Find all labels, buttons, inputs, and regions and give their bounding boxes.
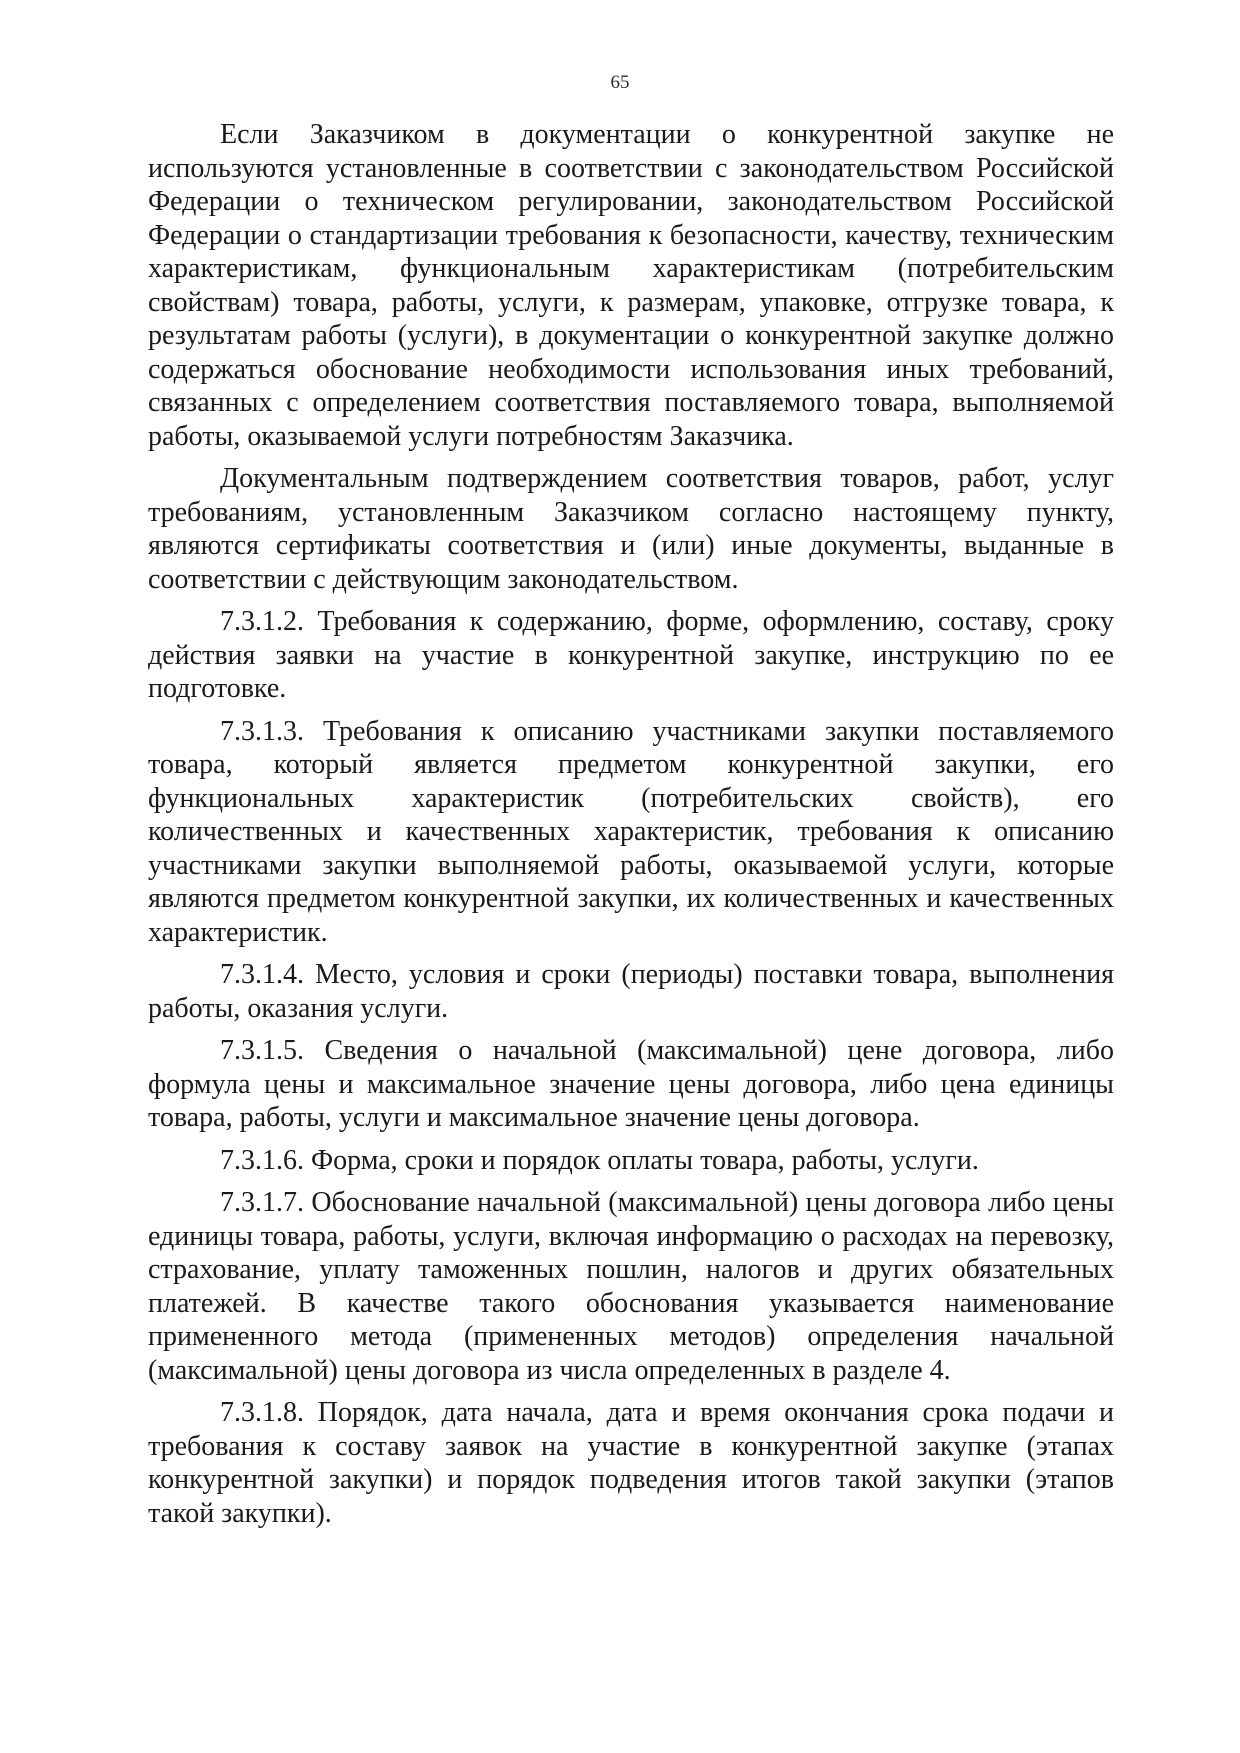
page-number: 65 — [610, 72, 630, 93]
clause-7-3-1-8: 7.3.1.8. Порядок, дата начала, дата и время окончания срока подачи и требования к составу заявок на участие в конкурентной закупке (этапах конкурентной закупки) и порядок подведения итогов такой закупки (этапов такой закупки). — [148, 1397, 1114, 1529]
clause-7-3-1-3: 7.3.1.3. Требования к описанию участниками закупки поставляемого товара, который является предметом конкурентной закупки, его функциональных характеристик (потребительских свойств), его количественных и качественных характеристик, требования к описанию участниками закупки выполняемой работы, оказываемой услуги, которые являются предметом конкурентной закупки, их количественных и качественных характеристик. — [148, 715, 1114, 948]
document-body — [148, 118, 1114, 1539]
paragraph-requirements-justification: Если Заказчиком в документации о конкурентной закупке не используются установленные в соответствии с законодательством Российской Федерации о техническом регулировании, законодательством Российской Федерации о стандартизации требования к безопасности, качеству, техническим характеристикам, функциональным характеристикам (потребительским свойствам) товара, работы, услуги, к размерам, упаковке, отгрузке товара, к результатам работы (услуги), в документации о конкурентной закупке должно содержаться обоснование необходимости использования иных требований, связанных с определением соответствия поставляемого товара, выполняемой работы, оказываемой услуги потребностям Заказчика. — [148, 119, 1114, 452]
clause-7-3-1-4: 7.3.1.4. Место, условия и сроки (периоды) поставки товара, выполнения работы, оказания услуги. — [148, 959, 1114, 1024]
clause-7-3-1-2: 7.3.1.2. Требования к содержанию, форме, оформлению, составу, сроку действия заявки на участие в конкурентной закупке, инструкцию по ее подготовке. — [148, 606, 1114, 704]
clause-7-3-1-6: 7.3.1.6. Форма, сроки и порядок оплаты товара, работы, услуги. — [220, 1144, 979, 1176]
clause-7-3-1-5: 7.3.1.5. Сведения о начальной (максимальной) цене договора, либо формула цены и максимальное значение цены договора, либо цена единицы товара, работы, услуги и максимальное значение цены договора. — [148, 1035, 1114, 1133]
paragraph-certificates: Документальным подтверждением соответствия товаров, работ, услуг требованиям, установленным Заказчиком согласно настоящему пункту, являются сертификаты соответствия и (или) иные документы, выданные в соответствии с действующим законодательством. — [148, 463, 1114, 595]
clause-7-3-1-7: 7.3.1.7. Обоснование начальной (максимальной) цены договора либо цены единицы товара, работы, услуги, включая информацию о расходах на перевозку, страхование, уплату таможенных пошлин, налогов и других обязательных платежей. В качестве такого обоснования указывается наименование примененного метода (примененных методов) определения начальной (максимальной) цены договора из числа определенных в разделе 4. — [148, 1187, 1114, 1386]
